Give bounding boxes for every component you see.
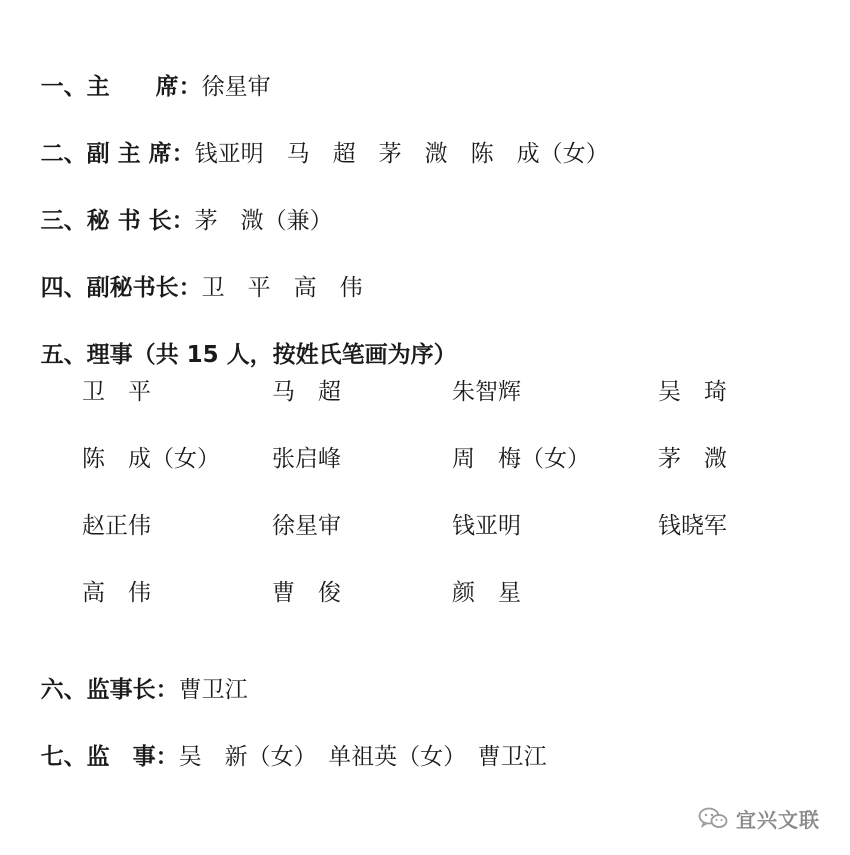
section-value: 曹卫江 <box>178 677 248 703</box>
director-name: 张启峰 <box>272 446 341 472</box>
director-name: 高 伟 <box>82 580 151 606</box>
section-value: 徐星审 <box>201 74 271 100</box>
wechat-icon <box>698 807 728 829</box>
section-heading: 五、理事（共 15 人，按姓氏笔画为序） <box>40 342 457 368</box>
section-heading: 四、副秘书长： <box>40 275 202 301</box>
section-directors <box>26 310 457 370</box>
section-supervisory-chairman <box>26 645 248 705</box>
section-deputy-secretary-general <box>26 243 363 303</box>
section-value: 吴 新（女） 单祖英（女） 曹卫江 <box>178 744 547 770</box>
director-name: 茅 溦 <box>658 446 727 472</box>
section-vice-chairman <box>26 109 609 169</box>
director-name: 卫 平 <box>82 379 151 405</box>
section-value: 钱亚明 马 超 茅 溦 陈 成（女） <box>194 141 609 167</box>
director-name: 周 梅（女） <box>452 446 590 472</box>
section-value: 茅 溦（兼） <box>194 208 333 234</box>
director-name: 朱智辉 <box>452 379 521 405</box>
section-heading: 三、秘 书 长： <box>40 208 195 234</box>
director-name: 曹 俊 <box>272 580 341 606</box>
watermark-text: 宜兴文联 <box>736 807 820 832</box>
section-heading: 六、监事长： <box>40 677 179 703</box>
director-name: 钱晓军 <box>658 513 727 539</box>
director-name: 马 超 <box>272 379 341 405</box>
director-name: 吴 琦 <box>658 379 727 405</box>
section-secretary-general <box>26 176 333 236</box>
director-name: 颜 星 <box>452 580 521 606</box>
director-name: 徐星审 <box>272 513 341 539</box>
director-name: 陈 成（女） <box>82 446 220 472</box>
director-name: 赵正伟 <box>82 513 151 539</box>
section-supervisors <box>26 712 547 772</box>
section-heading: 一、主 席： <box>40 74 202 100</box>
section-heading: 七、监 事： <box>40 744 179 770</box>
section-heading: 二、副 主 席： <box>40 141 195 167</box>
section-value: 卫 平 高 伟 <box>201 275 363 301</box>
source-watermark <box>698 803 820 833</box>
section-chairman <box>26 42 271 102</box>
director-name: 钱亚明 <box>452 513 521 539</box>
